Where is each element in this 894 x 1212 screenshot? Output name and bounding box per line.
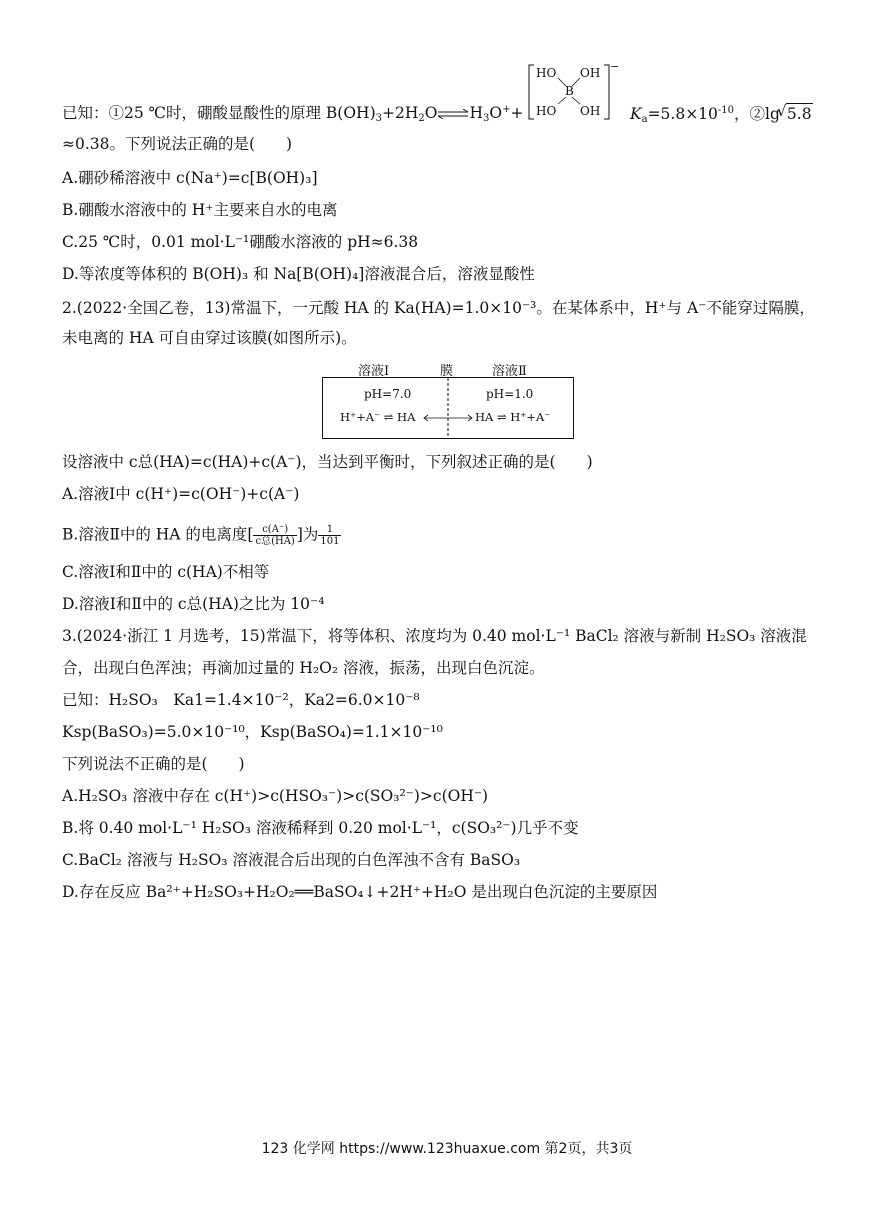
q1-lg-text: ，②lg — [734, 105, 780, 123]
q2-stem-line-3: 设溶液中 c总(HA)=c(HA)+c(A⁻)，当达到平衡时，下列叙述正确的是( ) — [62, 453, 593, 471]
q2-option-c: C.溶液Ⅰ和Ⅱ中的 c(HA)不相等 — [62, 563, 270, 581]
q1-intro-e: O — [489, 104, 503, 122]
page-footer: 123 化学网 https://www.123huaxue.com 第2页，共3页 — [261, 1141, 633, 1157]
q1-intro-f: + — [502, 104, 511, 115]
q1-intro-c: O — [424, 104, 438, 122]
diagram-label-solution-2: 溶液Ⅱ — [492, 364, 527, 379]
q1-intro-text: 已知：①25 ℃时，硼酸显酸性的原理 B(OH) — [62, 104, 376, 122]
diagram-eq-right: HA ⇌ H⁺+A⁻ — [475, 410, 551, 424]
diagram-label-solution-1: 溶液Ⅰ — [358, 364, 390, 379]
q2-option-b-value — [318, 524, 341, 547]
membrane-diagram — [322, 360, 574, 440]
q1-option-a: A.硼砂稀溶液中 c(Na⁺)=c[B(OH)₃] — [62, 169, 318, 187]
borate-structure — [528, 60, 620, 122]
q3-stem-line-1: 3.(2024·浙江 1 月选考，15)常温下，将等体积、浓度均为 0.40 mol·L⁻¹ BaCl₂ 溶液与新制 H₂SO₃ 溶液混 — [62, 627, 807, 645]
q2-option-d: D.溶液Ⅰ和Ⅱ中的 c总(HA)之比为 10⁻⁴ — [62, 595, 325, 613]
q1-question: ≈0.38。下列说法正确的是( ) — [62, 135, 293, 153]
q1-ka-line: $K_a=5.8\times 10^{-10}$，②lg√ 5.8 — [630, 103, 813, 124]
q1-sqrt-value: 5.8 — [786, 105, 812, 123]
q1-ka-value: =5.8×10 — [647, 105, 718, 123]
value-numerator: 1 — [318, 524, 341, 536]
q3-known-2: Ksp(BaSO₃)=5.0×10⁻¹⁰，Ksp(BaSO₄)=1.1×10⁻¹⁰ — [62, 723, 443, 741]
diagram-ph-left: pH=7.0 — [364, 387, 412, 401]
sqrt-icon — [786, 103, 813, 124]
diagram-ph-right: pH=1.0 — [486, 387, 534, 401]
q2-option-b — [62, 524, 341, 547]
q3-option-a: A.H₂SO₃ 溶液中存在 c(H⁺)>c(HSO₃⁻)>c(SO₃²⁻)>c(OH⁻) — [62, 787, 489, 805]
q2-stem-line-1: 2.(2022·全国乙卷，13)常温下，一元酸 HA 的 Ka(HA)=1.0×10⁻³。在某体系中，H⁺与 A⁻不能穿过隔膜， — [62, 299, 815, 317]
q2-option-b-text: B.溶液Ⅱ中的 HA 的电离度[ — [62, 525, 254, 544]
q2-option-a: A.溶液Ⅰ中 c(H⁺)=c(OH⁻)+c(A⁻) — [62, 485, 300, 503]
structure-boron: B — [565, 84, 574, 98]
q1-ka-exp: -10 — [717, 105, 735, 116]
q1-option-d: D.等浓度等体积的 B(OH)₃ 和 Na[B(OH)₄]溶液混合后，溶液显酸性 — [62, 265, 535, 283]
q1-option-b: B.硼酸水溶液中的 H⁺主要来自水的电离 — [62, 201, 338, 219]
q3-option-c: C.BaCl₂ 溶液与 H₂SO₃ 溶液混合后出现的白色浑浊不含有 BaSO₃ — [62, 851, 521, 869]
diagram-box-icon — [322, 377, 574, 439]
q3-known-1: 已知：H₂SO₃ Ka1=1.4×10⁻²，Ka2=6.0×10⁻⁸ — [62, 691, 420, 709]
structure-charge: − — [610, 60, 620, 73]
diagram-eq-left: H⁺+A⁻ ⇌ HA — [340, 410, 416, 424]
structure-ho-bottom-left: HO — [536, 104, 557, 118]
q3-option-d: D.存在反应 Ba²⁺+H₂SO₃+H₂O₂══BaSO₄↓+2H⁺+H₂O 是出现白色沉淀的主要原因 — [62, 883, 658, 901]
structure-oh-bottom-right: OH — [580, 104, 601, 118]
q2-stem-line-2: 未电离的 HA 可自由穿过该膜(如图所示)。 — [62, 329, 357, 347]
q2-option-b-fraction — [253, 524, 296, 547]
fraction-numerator: c(A⁻) — [253, 524, 296, 536]
value-denominator: 101 — [320, 536, 340, 547]
q3-question: 下列说法不正确的是( ) — [62, 755, 245, 773]
q3-option-b: B.将 0.40 mol·L⁻¹ H₂SO₃ 溶液稀释到 0.20 mol·L⁻¹，c(SO₃²⁻)几乎不变 — [62, 819, 579, 837]
equilibrium-arrow-icon — [437, 109, 469, 119]
q3-stem-line-2: 合，出现白色浑浊；再滴加过量的 H₂O₂ 溶液，振荡，出现白色沉淀。 — [62, 659, 545, 677]
structure-oh-top-right: OH — [580, 66, 601, 80]
q2-option-b-mid: ]为 — [296, 525, 319, 544]
q1-intro-line: 已知：①25 ℃时，硼酸显酸性的原理 $B(OH)_3+2H_2O$ $H_3O^++$ — [62, 104, 524, 124]
structure-ho-top-left: HO — [536, 66, 557, 80]
q1-intro-d: H — [469, 104, 484, 122]
fraction-denominator: c总(HA) — [255, 536, 295, 547]
q1-intro-b: +2H — [382, 104, 419, 122]
q1-option-c: C.25 ℃时，0.01 mol·L⁻¹硼酸水溶液的 pH≈6.38 — [62, 233, 419, 251]
diagram-label-membrane: 膜 — [440, 364, 454, 379]
